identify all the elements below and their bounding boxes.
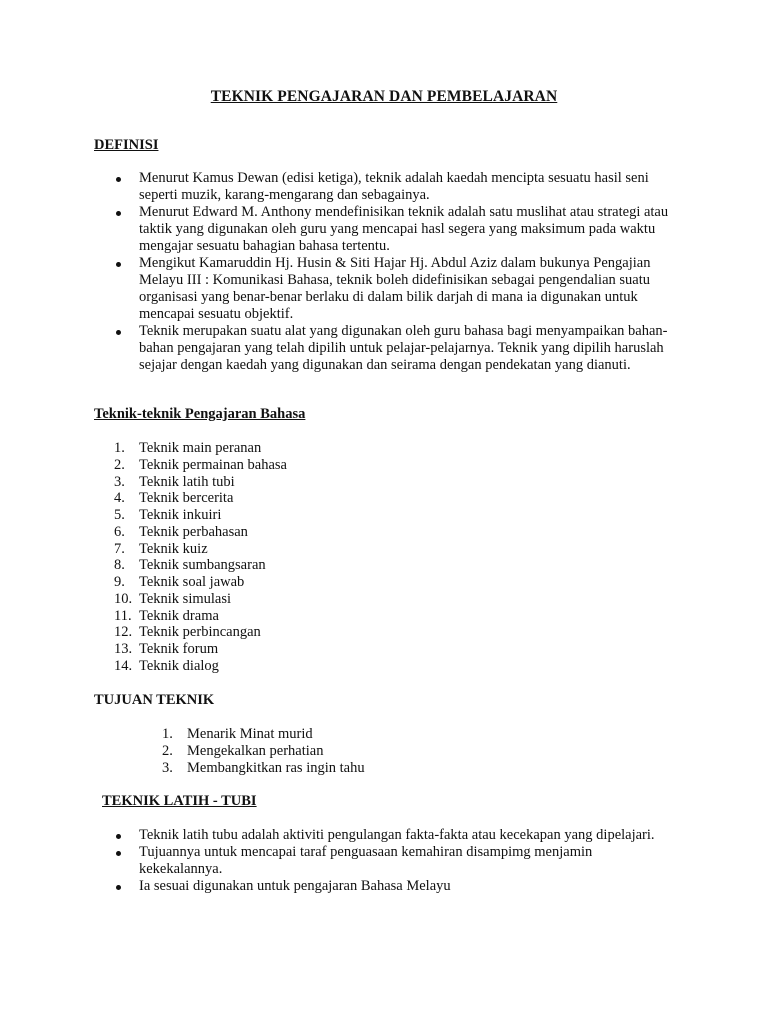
- bullet-icon: [116, 211, 121, 216]
- definisi-heading: DEFINISI: [94, 137, 159, 153]
- bullet-icon: [116, 177, 121, 182]
- tujuan-heading: TUJUAN TEKNIK: [94, 692, 215, 708]
- definisi-list: [116, 170, 676, 374]
- list-item: 9. Teknik soal jawab: [114, 574, 245, 590]
- list-item: 3. Teknik latih tubi: [114, 473, 235, 490]
- latih-tubi-list: [116, 827, 676, 895]
- list-item: 5. Teknik inkuiri: [114, 507, 222, 523]
- teknik-pengajaran-list: [114, 440, 287, 675]
- teknik-pengajaran-heading: Teknik-teknik Pengajaran Bahasa: [94, 406, 306, 422]
- bullet-icon: [116, 262, 121, 267]
- list-item: 2. Mengekalkan perhatian: [162, 742, 324, 759]
- latih-tubi-heading: TEKNIK LATIH - TUBI: [102, 793, 257, 809]
- list-item: 3. Membangkitkan ras ingin tahu: [162, 759, 365, 776]
- list-item: 11. Teknik drama: [114, 607, 219, 624]
- list-item: Ia sesuai digunakan untuk pengajaran Bahasa Melayu: [116, 878, 676, 895]
- list-item: 13. Teknik forum: [114, 641, 219, 657]
- list-item: 8. Teknik sumbangsaran: [114, 557, 266, 574]
- list-item: 12. Teknik perbincangan: [114, 624, 261, 641]
- tujuan-list: [162, 726, 365, 776]
- list-item: 1. Menarik Minat murid: [162, 726, 313, 742]
- bullet-icon: [116, 885, 121, 890]
- list-item: 1. Teknik main peranan: [114, 440, 262, 456]
- list-item: 14. Teknik dialog: [114, 657, 219, 674]
- list-item: Menurut Edward M. Anthony mendefinisikan teknik adalah satu muslihat atau strategi atau taktik yang digunakan oleh guru yang mencapai hasl segera yang maksimum pada waktu mengajar sesuatu bahagian bahasa tertentu.: [116, 204, 676, 255]
- list-item: Mengikut Kamaruddin Hj. Husin & Siti Hajar Hj. Abdul Aziz dalam bukunya Pengajian Melayu III : Komunikasi Bahasa, teknik boleh didefinisikan sebagai pengendalian suatu organisasi yang benar-benar berlaku di dalam bilik darjah di mana ia digunakan untuk mencapai sesuatu objektif.: [116, 255, 676, 323]
- list-item: 6. Teknik perbahasan: [114, 523, 248, 540]
- bullet-icon: [116, 851, 121, 856]
- bullet-icon: [116, 330, 121, 335]
- list-item: Teknik latih tubu adalah aktiviti pengulangan fakta-fakta atau kecekapan yang dipelajari.: [116, 827, 676, 844]
- list-item: Menurut Kamus Dewan (edisi ketiga), teknik adalah kaedah mencipta sesuatu hasil seni seperti muzik, karang-mengarang dan sebagainya.: [116, 170, 676, 204]
- list-item: 4. Teknik bercerita: [114, 490, 234, 507]
- document-title: TEKNIK PENGAJARAN DAN PEMBELAJARAN: [210, 88, 558, 105]
- list-item: 2. Teknik permainan bahasa: [114, 456, 287, 473]
- list-item: Teknik merupakan suatu alat yang digunakan oleh guru bahasa bagi menyampaikan bahan-bahan pengajaran yang telah dipilih untuk pelajar-pelajarnya. Teknik yang dipilih haruslah sejajar dengan kaedah yang digunakan dan seirama dengan pendekatan yang dianuti.: [116, 323, 676, 374]
- list-item: 7. Teknik kuiz: [114, 540, 208, 557]
- list-item: 10. Teknik simulasi: [114, 590, 232, 607]
- list-item: Tujuannya untuk mencapai taraf penguasaan kemahiran disampimg menjamin kekekalannya.: [116, 844, 676, 878]
- bullet-icon: [116, 834, 121, 839]
